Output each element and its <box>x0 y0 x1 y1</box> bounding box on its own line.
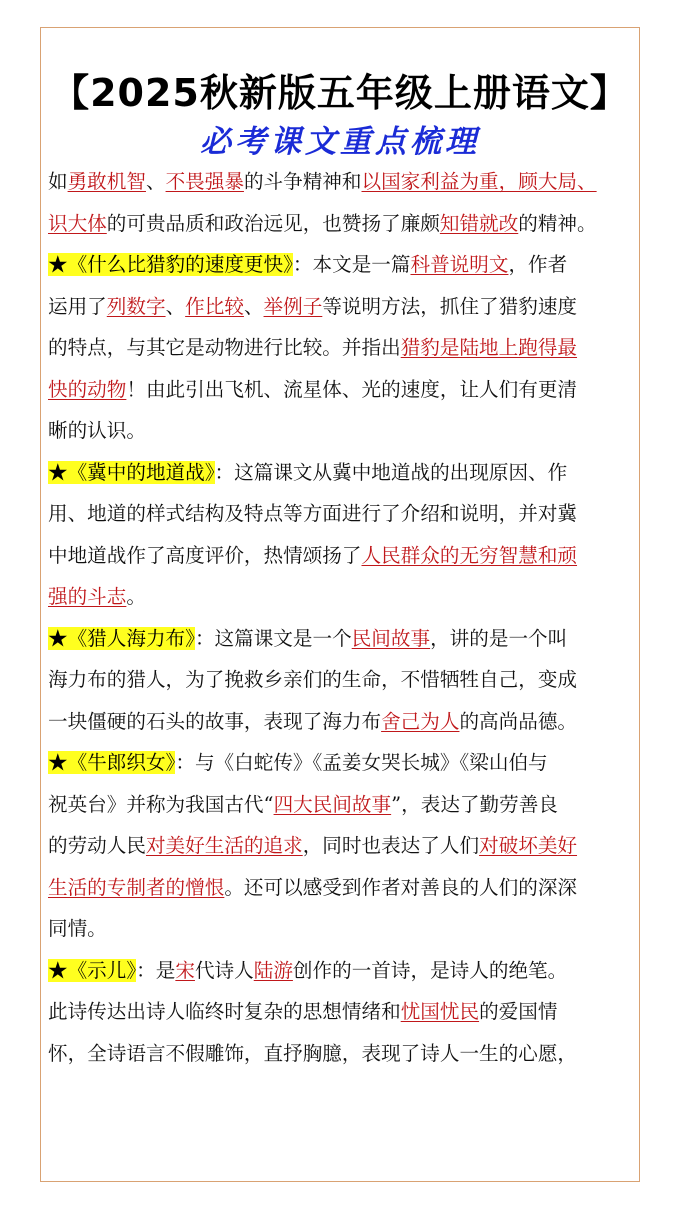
text-span: ：是 <box>136 958 176 982</box>
text-span: 海力布的猎人，为了挽救乡亲们的生命，不惜牺牲自己，变成 <box>48 668 578 691</box>
key-phrase: 科普说明文 <box>410 253 509 276</box>
key-phrase: 快的动物 <box>48 377 127 401</box>
key-phrase: 对破坏美好 <box>479 834 578 857</box>
text-span: ”，表达了勤劳善良 <box>391 792 558 816</box>
text-span: 、 <box>165 294 186 318</box>
text-line <box>48 369 632 411</box>
text-line <box>48 618 632 660</box>
text-span: 如 <box>48 170 68 193</box>
text-line <box>48 535 632 577</box>
page-title: 【2025秋新版五年级上册语文】 <box>51 71 629 115</box>
text-span: 的可贵品质和政治远见，也赞扬了廉颇 <box>106 211 440 235</box>
text-span: 用、地道的样式结构及特点等方面进行了介绍和说明，并对冀 <box>48 502 578 525</box>
key-phrase: 猎豹是陆地上跑得最 <box>400 336 578 359</box>
text-span: 的劳动人民 <box>48 834 146 857</box>
text-line <box>48 410 632 452</box>
text-line <box>48 742 632 784</box>
lesson-heading: ★《什么比猎豹的速度更快》 <box>48 253 293 276</box>
text-line <box>48 784 632 826</box>
text-span: 此诗传达出诗人临终时复杂的思想情绪和 <box>48 1000 401 1023</box>
text-span: 代诗人 <box>194 958 254 982</box>
text-line <box>48 452 632 494</box>
key-phrase: 陆游 <box>253 958 293 982</box>
text-line <box>48 701 632 743</box>
key-phrase: 列数字 <box>106 294 166 318</box>
text-span: ，作者 <box>508 253 568 276</box>
page-subtitle: 必考课文重点梳理 <box>200 124 480 160</box>
text-span: 、 <box>243 294 264 318</box>
text-line <box>48 286 632 328</box>
text-line <box>48 867 632 909</box>
text-line <box>48 825 632 867</box>
text-span: 祝英台》并称为我国古代“ <box>48 792 274 816</box>
key-phrase: 勇敢机智 <box>67 170 146 193</box>
text-line <box>48 1033 632 1075</box>
text-span: 晰的认识。 <box>48 419 146 442</box>
key-phrase: 识大体 <box>48 211 107 235</box>
key-phrase: 人民群众的无穷智慧和顽 <box>361 543 578 567</box>
key-phrase: 以国家利益为重，顾大局、 <box>361 170 597 193</box>
text-span: 的爱国情 <box>479 1000 558 1023</box>
text-span: ：本文是一篇 <box>292 253 411 276</box>
key-phrase: 举例子 <box>263 294 323 318</box>
text-span: ：与《白蛇传》《孟姜女哭长城》《梁山伯与 <box>175 751 548 774</box>
key-phrase: 忧国忧民 <box>400 1000 480 1023</box>
text-line <box>48 244 632 286</box>
text-line <box>48 327 632 369</box>
text-span: 、 <box>145 170 166 193</box>
text-line <box>48 576 632 618</box>
text-span: ，同时也表达了人们 <box>302 834 480 857</box>
text-span: 一块僵硬的石头的故事，表现了海力布 <box>48 709 382 733</box>
text-span: 中地道战作了高度评价，热情颂扬了 <box>48 543 362 567</box>
text-span: 等说明方法，抓住了猎豹速度 <box>322 294 578 318</box>
text-line <box>48 991 632 1033</box>
text-span: ！由此引出飞机、流星体、光的速度，让人们有更清 <box>126 377 578 401</box>
text-line <box>48 908 632 950</box>
lesson-heading: ★《示儿》 <box>48 958 137 982</box>
text-span: 的精神。 <box>518 211 597 235</box>
key-phrase: 强的斗志 <box>48 585 127 608</box>
key-phrase: 民间故事 <box>351 626 431 650</box>
text-line <box>48 950 632 992</box>
text-line <box>48 493 632 535</box>
key-phrase: 生活的专制者的憎恨 <box>48 875 225 899</box>
text-span: 。 <box>126 585 146 608</box>
text-span: 的高尚品德。 <box>459 709 578 733</box>
lesson-heading: ★《猎人海力布》 <box>48 626 195 650</box>
key-phrase: 宋 <box>175 958 195 982</box>
text-span: 运用了 <box>48 294 107 318</box>
key-phrase: 知错就改 <box>439 211 519 235</box>
text-span: 怀，全诗语言不假雕饰，直抒胸臆，表现了诗人一生的心愿， <box>48 1041 578 1065</box>
key-phrase: 对美好生活的追求 <box>145 834 303 857</box>
text-line <box>48 203 632 245</box>
text-line <box>48 659 632 701</box>
key-phrase: 舍己为人 <box>381 709 460 733</box>
text-span: ：这篇课文从冀中地道战的出现原因、作 <box>214 460 568 484</box>
text-span: 同情。 <box>48 917 107 940</box>
body-text <box>48 161 632 1074</box>
text-span: 的特点，与其它是动物进行比较。并指出 <box>48 336 401 359</box>
text-span: 。还可以感受到作者对善良的人们的深深 <box>224 875 578 899</box>
text-span: ，讲的是一个叫 <box>430 626 568 650</box>
text-span: 的斗争精神和 <box>243 170 362 193</box>
key-phrase: 四大民间故事 <box>273 792 392 816</box>
lesson-heading: ★《牛郎织女》 <box>48 751 176 774</box>
text-line <box>48 161 632 203</box>
lesson-heading: ★《冀中的地道战》 <box>48 460 215 484</box>
text-span: 创作的一首诗，是诗人的绝笔。 <box>292 958 568 982</box>
text-span: ：这篇课文是一个 <box>194 626 352 650</box>
key-phrase: 不畏强暴 <box>165 170 244 193</box>
key-phrase: 作比较 <box>185 294 244 318</box>
